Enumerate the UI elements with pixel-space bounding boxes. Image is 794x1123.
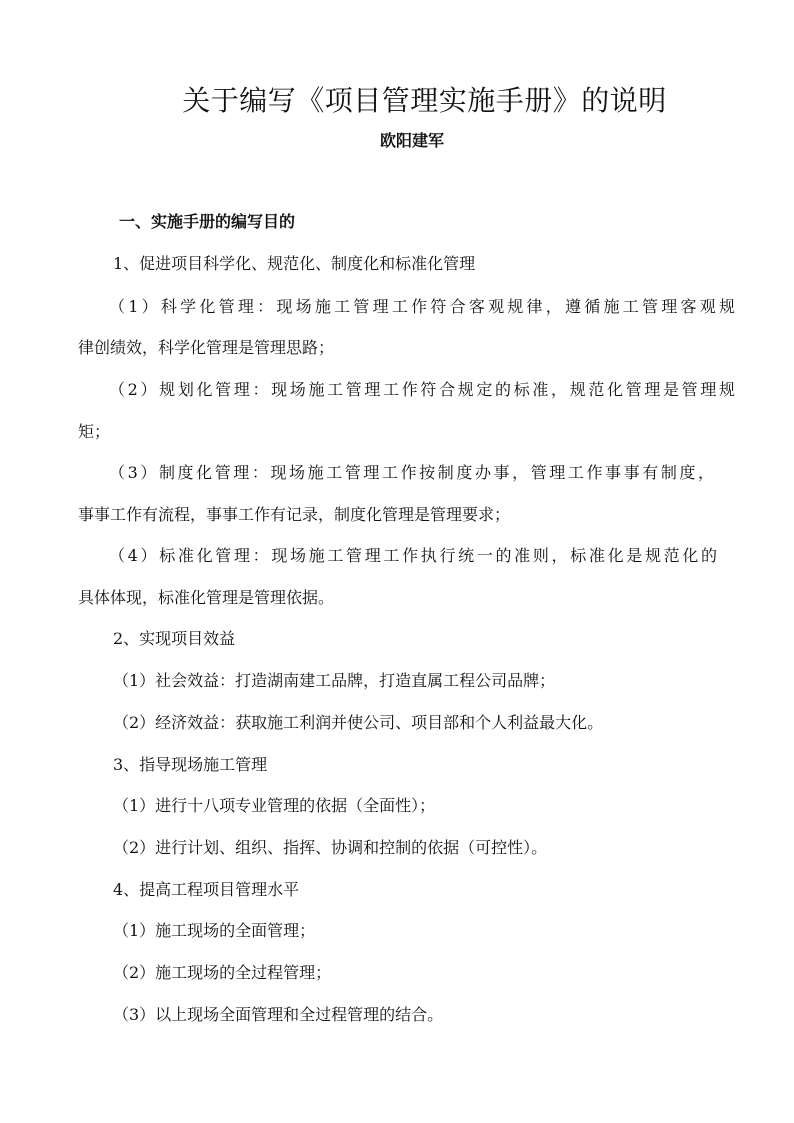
paragraph-4-line-1: （4）标准化管理：现场施工管理工作执行统一的准则，标准化是规范化的	[109, 546, 717, 565]
item-heading-1: 1、促进项目科学化、规范化、制度化和标准化管理	[113, 254, 476, 273]
document-title-text: 关于编写《项目管理实施手册》的说明	[182, 84, 667, 117]
item-4-paragraph-3: （3）以上现场全面管理和全过程管理的结合。	[113, 1005, 444, 1024]
item-2-paragraph-1: （1）社会效益：打造湖南建工品牌，打造直属工程公司品牌；	[113, 671, 556, 690]
item-3-paragraph-1: （1）进行十八项专业管理的依据（全面性）；	[113, 796, 436, 815]
paragraph-3-line-2: 事事工作有流程，事事工作有记录，制度化管理是管理要求；	[78, 505, 511, 524]
item-4-paragraph-1: （1）施工现场的全面管理；	[113, 921, 316, 940]
item-2-paragraph-2: （2）经济效益：获取施工利润并使公司、项目部和个人利益最大化。	[113, 713, 604, 732]
paragraph-3-line-1: （3）制度化管理：现场施工管理工作按制度办事，管理工作事事有制度，	[109, 463, 714, 482]
paragraph-1-line-2: 律创绩效，科学化管理是管理思路；	[78, 338, 335, 357]
section-heading: 一、实施手册的编写目的	[119, 212, 296, 231]
item-heading-3: 3、指导现场施工管理	[113, 755, 268, 774]
item-heading-2: 2、实现项目效益	[113, 629, 236, 648]
author-name: 欧阳建军	[379, 131, 444, 150]
document-author	[0, 128, 794, 151]
paragraph-4-line-2: 具体体现，标准化管理是管理依据。	[78, 588, 335, 607]
document-title	[0, 79, 794, 119]
item-heading-4: 4、提高工程项目管理水平	[113, 880, 300, 899]
paragraph-2-line-2: 矩；	[78, 422, 111, 441]
item-4-paragraph-2: （2）施工现场的全过程管理；	[113, 963, 332, 982]
paragraph-1-line-1: （1）科学化管理：现场施工管理工作符合客观规律，遵循施工管理客观规	[109, 297, 735, 316]
paragraph-2-line-1: （2）规划化管理：现场施工管理工作符合规定的标准，规范化管理是管理规	[109, 380, 735, 399]
item-3-paragraph-2: （2）进行计划、组织、指挥、协调和控制的依据（可控性）。	[113, 838, 548, 857]
